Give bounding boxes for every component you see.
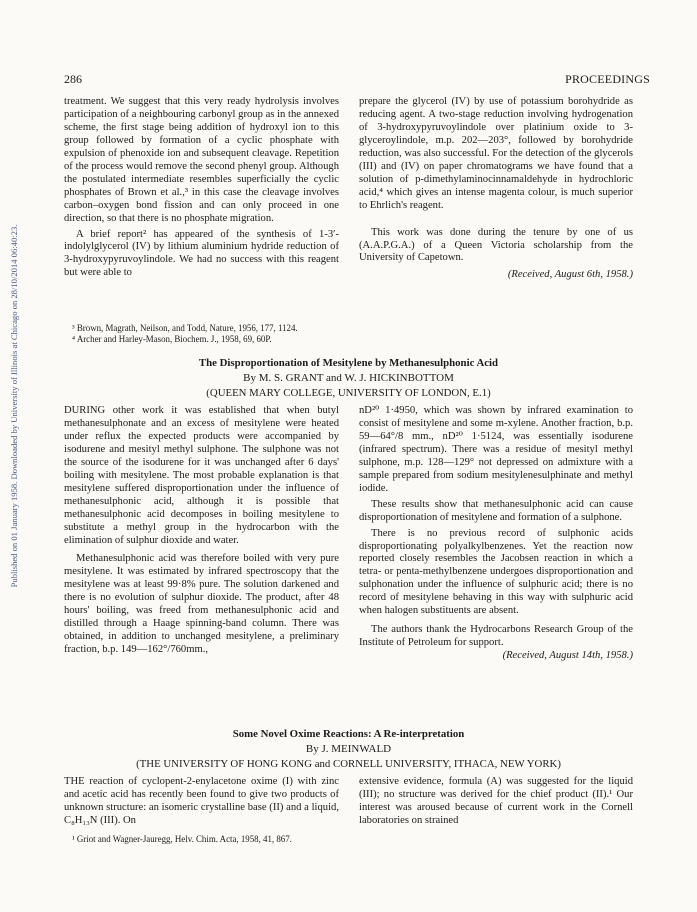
prev-article-left-column	[64, 96, 339, 280]
article-authors: By M. S. GRANT and W. J. HICKINBOTTOM	[243, 372, 454, 384]
paragraph: These results show that methanesulphonic acid can cause disproportionation of mesitylene and formation of a sulphone.	[359, 498, 633, 523]
paragraph: nD²⁰ 1·4950, which was shown by infrared examination to consist of mesitylene and some m-xylene. Another fraction, b.p. 59—64°/8 mm., nD²⁰ 1·5124, was essentially isodurene (infrared spectrum). There was a residue of mesityl methyl sulphone, m.p. 128—129° not depressed on admixture with a sample prepared from sodium mesitylenesulphinate and methyl iodide.	[359, 405, 633, 494]
article2-right-column	[359, 776, 633, 828]
running-head: PROCEEDINGS	[565, 72, 650, 86]
paragraph: treatment. We suggest that this very ready hydrolysis involves participation of a neighbouring carbonyl group as in the annexed scheme, the first stage being addition of hydroxyl ion to this group followed by formation of a cyclic phosphate with expulsion of phenoxide ion and subsequent cleavage. Repetition of the process would remove the second phenyl group. Although the postulated intermediate resembles superficially the cyclic phosphates of Brown et al.,³ in this case the cleavage involves carbon–oxygen bond fission and can only proceed in one direction, so that there is no phosphate migration.	[64, 96, 339, 224]
article-affiliation: (THE UNIVERSITY OF HONG KONG and CORNELL UNIVERSITY, ITHACA, NEW YORK)	[136, 758, 561, 770]
paragraph: This work was done during the tenure by one of us (A.A.P.G.A.) of a Queen Victoria scholarship from the University of Capetown.	[359, 226, 633, 264]
article-affiliation: (QUEEN MARY COLLEGE, UNIVERSITY OF LONDON, E.1)	[206, 387, 491, 399]
footnote: ⁴ Archer and Harley-Mason, Biochem. J., 1958, 69, 60P.	[72, 334, 272, 344]
paragraph: The authors thank the Hydrocarbons Research Group of the Institute of Petroleum for support.	[359, 624, 633, 649]
received-date: (Received, August 6th, 1958.)	[507, 269, 633, 281]
paragraph: A brief report² has appeared of the synthesis of 1-3′-indolylglycerol (IV) by lithium aluminium hydride reduction of 3-hydroxypyruvoylindole. We had no success with this reagent but were able to	[64, 228, 339, 279]
footnote: ¹ Griot and Wagner-Jauregg, Helv. Chim. Acta, 1958, 41, 867.	[72, 834, 292, 844]
paragraph: THE reaction of cyclopent-2-enylacetone oxime (I) with zinc and acetic acid has recently been found to give two products of unknown structure: an isomeric crystalline base (II) and a liquid, C₈H₁₃N (III). On	[64, 776, 339, 826]
page-number: 286	[64, 72, 82, 86]
paragraph: Methanesulphonic acid was therefore boiled with very pure mesitylene. It was estimated by infrared spectroscopy that the mesitylene was at least 99·8% pure. The solution darkened and there is no evolution of sulphur dioxide. The product, after 48 hours' boiling, was freed from methanesulphonic acid and distilled through a Haage spinning-band column. There was obtained, in addition to unchanged mesitylene, a preliminary fraction, b.p. 149—162°/760mm.,	[64, 553, 339, 656]
paragraph: extensive evidence, formula (A) was suggested for the liquid (III); no structure was derived for the chief product (II).¹ Our interest was aroused because of current work in the Cornell laboratories on strained	[359, 776, 633, 826]
paragraph: prepare the glycerol (IV) by use of potassium borohydride as reducing agent. A two-stage reduction involving hydrogenation of 3-hydroxypyruvoylindole over platinium oxide to 3-glyceroylindole, m.p. 202—203°, followed by borohydride reduction, was also successful. For the detection of the glycerols (III) and (IV) on paper chromatograms we have found that a solution of p-dimethylaminocinnamaldehyde in hydrochloric acid,⁴ which gives an intense magenta colour, is much superior to Ehrlich's reagent.	[359, 96, 633, 211]
received-date: (Received, August 14th, 1958.)	[502, 650, 633, 662]
paragraph: There is no previous record of sulphonic acids disproportionating polyalkylbenzenes. Yet the reaction now reported closely resembles the Jacobsen reaction in which a tetra- or penta-methylbenzene undergoes disproportionation and sulphonation under the influence of sulphuric acid; there is no record of mesitylene behaving in this way with sulphuric acid when halogen substituents are absent.	[359, 527, 633, 617]
article-title: The Disproportionation of Mesitylene by Methanesulphonic Acid	[198, 357, 499, 369]
download-watermark: Published on 01 January 1958. Downloaded by University of Illinois at Chicago on 28/10/2014 06:40:23.	[9, 224, 19, 588]
article-title: Some Novel Oxime Reactions: A Re-interpretation	[232, 728, 465, 740]
prev-article-right-column	[359, 96, 633, 282]
footnote: ³ Brown, Magrath, Neilson, and Todd, Nature, 1956, 177, 1124.	[72, 323, 298, 333]
paragraph: DURING other work it was established that when butyl methanesulphonate and an excess of mesitylene were heated under reflux the expected products were accompanied by isodurene and mesityl methyl sulphone. The sulphone was not the source of the isodurene for it was unchanged after 6 days' boiling with mesitylene. The most probable explanation is that mesitylene suffered disproportionation under the influence of methanesulphonic acid, although it is possible that methanesulphonic acid decomposes in boiling mesitylene to substitute a methyl group in the hydrocarbon with the elimination of sulphur dioxide and water.	[64, 405, 339, 546]
article-authors: By J. MEINWALD	[305, 743, 392, 755]
article2-left-column	[64, 776, 339, 828]
article1-left-column	[64, 405, 339, 657]
article1-right-column	[359, 405, 633, 663]
